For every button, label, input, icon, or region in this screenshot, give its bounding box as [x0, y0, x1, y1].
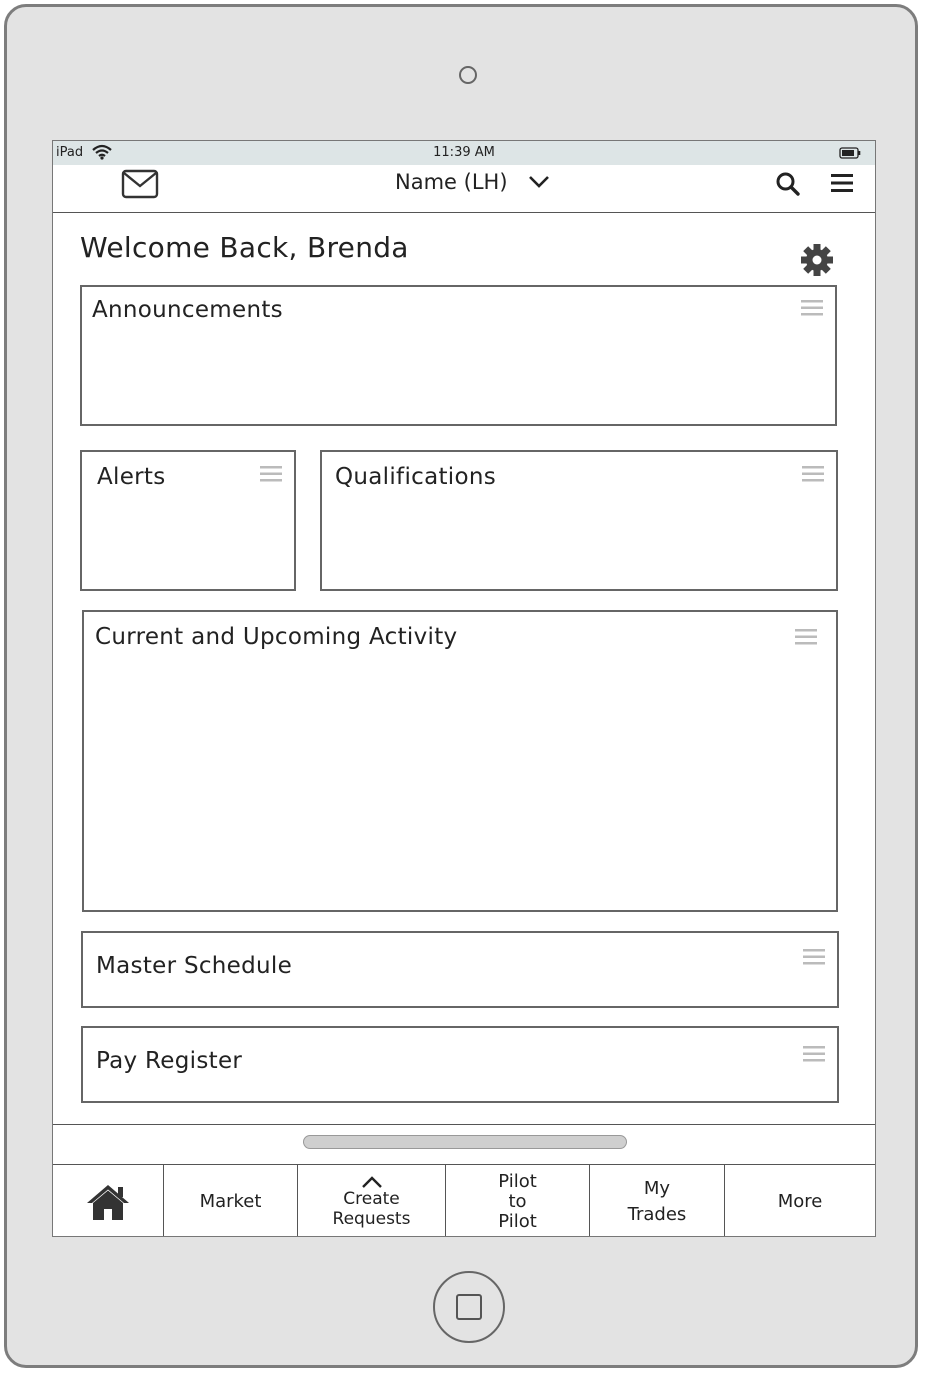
announcements-card[interactable] — [80, 285, 837, 426]
account-selector[interactable] — [395, 170, 550, 194]
mail-icon[interactable] — [121, 168, 159, 204]
drag-handle-icon[interactable] — [795, 628, 817, 650]
drag-handle-icon[interactable] — [803, 1045, 825, 1067]
account-name: Name (LH) — [395, 170, 508, 194]
device-home-button[interactable] — [433, 1271, 505, 1343]
chevron-down-icon — [528, 175, 550, 189]
gear-icon[interactable] — [799, 242, 835, 282]
top-nav — [53, 165, 875, 213]
master-schedule-card[interactable] — [81, 931, 839, 1008]
tab-create-requests[interactable]: Create Requests — [298, 1165, 446, 1237]
tab-my-trades[interactable]: My Trades — [590, 1165, 725, 1237]
divider — [53, 1124, 875, 1125]
status-bar — [53, 141, 875, 165]
activity-card[interactable] — [82, 610, 838, 912]
tab-home[interactable] — [53, 1165, 164, 1237]
pay-register-title: Pay Register — [96, 1048, 243, 1074]
status-time: 11:39 AM — [433, 145, 495, 160]
camera — [459, 66, 477, 84]
announcements-title: Announcements — [92, 297, 283, 323]
alerts-title: Alerts — [97, 464, 166, 490]
hamburger-menu-icon[interactable] — [830, 173, 854, 197]
home-icon — [85, 1182, 131, 1222]
drag-handle-icon[interactable] — [260, 465, 282, 487]
qualifications-title: Qualifications — [335, 464, 497, 490]
activity-title: Current and Upcoming Activity — [95, 624, 458, 650]
battery-icon — [839, 147, 861, 163]
tab-more[interactable] — [725, 1165, 875, 1237]
screen — [52, 140, 876, 1237]
tab-more-label: More — [777, 1190, 823, 1212]
drag-handle-icon[interactable] — [802, 465, 824, 487]
horizontal-scrollbar[interactable] — [303, 1135, 627, 1149]
master-schedule-title: Master Schedule — [96, 953, 293, 979]
alerts-card[interactable] — [80, 450, 296, 591]
drag-handle-icon[interactable] — [801, 299, 823, 321]
welcome-heading: Welcome Back, Brenda — [80, 231, 409, 264]
device-name: iPad — [56, 145, 84, 160]
search-icon[interactable] — [775, 171, 801, 201]
chevron-up-icon — [361, 1175, 383, 1189]
pay-register-card[interactable] — [81, 1026, 839, 1103]
drag-handle-icon[interactable] — [803, 948, 825, 970]
qualifications-card[interactable] — [320, 450, 838, 591]
tab-market-label: Market — [199, 1190, 262, 1212]
tab-market[interactable] — [164, 1165, 298, 1237]
bottom-tab-bar — [53, 1164, 875, 1237]
tab-pilot-to-pilot[interactable]: Pilot to Pilot — [446, 1165, 590, 1237]
